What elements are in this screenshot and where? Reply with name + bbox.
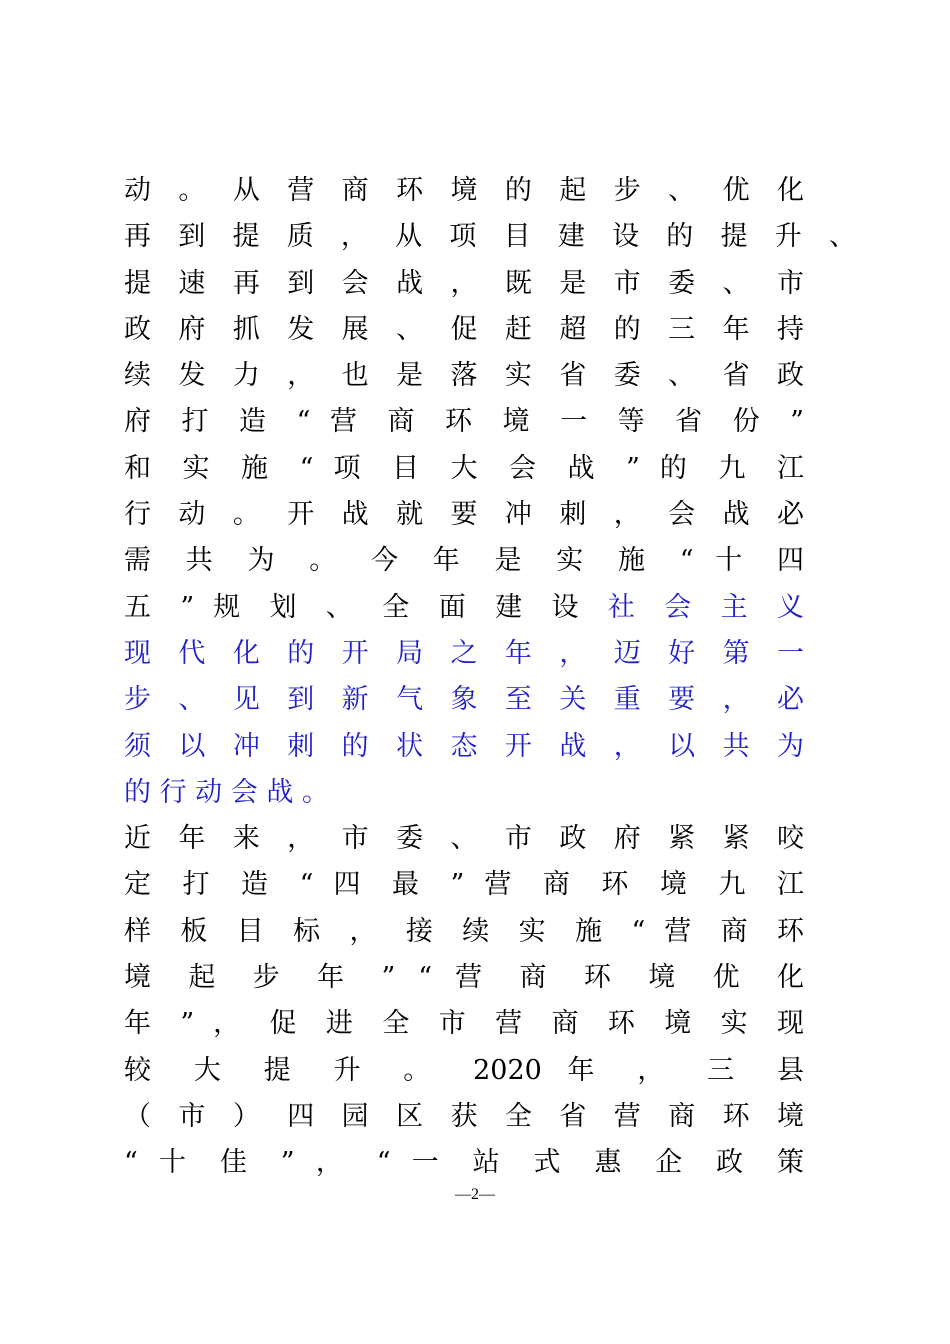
text-segment: 近 年 来 ， 市 委 、 市 政 府 紧 紧 咬 bbox=[124, 823, 804, 855]
text-segment: 需 共 为 。 今 年 是 实 施 “ 十 四 bbox=[124, 545, 804, 577]
text-line bbox=[124, 214, 856, 260]
page-number: —2— bbox=[455, 1186, 495, 1203]
highlighted-text: 须 以 冲 刺 的 状 态 开 战 ， 以 共 为 bbox=[124, 730, 804, 762]
text-line bbox=[124, 1001, 804, 1047]
text-line bbox=[124, 399, 804, 445]
text-line bbox=[124, 353, 804, 399]
text-line bbox=[124, 816, 804, 862]
text-line bbox=[124, 492, 804, 538]
text-line bbox=[124, 446, 804, 492]
text-segment: 政 府 抓 发 展 、 促 赶 超 的 三 年 持 bbox=[124, 313, 804, 345]
text-line bbox=[124, 1140, 804, 1186]
text-line bbox=[124, 770, 804, 816]
highlighted-text: 步 、 见 到 新 气 象 至 关 重 要 ， 必 bbox=[124, 684, 804, 716]
text-segment: 五 ” 规 划 、 全 面 建 设 bbox=[124, 591, 589, 623]
text-segment: 和 实 施 “ 项 目 大 会 战 ” 的 九 江 bbox=[124, 452, 804, 484]
text-line bbox=[124, 261, 804, 307]
text-segment: 定 打 造 “ 四 最 ” 营 商 环 境 九 江 bbox=[124, 869, 804, 901]
text-segment: 年 ” ， 促 进 全 市 营 商 环 境 实 现 bbox=[124, 1008, 804, 1040]
text-segment: 续 发 力 ， 也 是 落 实 省 委 、 省 政 bbox=[124, 360, 804, 392]
text-line bbox=[124, 1094, 804, 1140]
text-line bbox=[124, 631, 804, 677]
text-line bbox=[124, 677, 804, 723]
text-segment: 样 板 目 标 ， 接 续 实 施 “ 营 商 环 bbox=[124, 915, 804, 947]
text-line bbox=[124, 168, 804, 214]
text-segment: （ 市 ） 四 园 区 获 全 省 营 商 环 境 bbox=[124, 1100, 804, 1132]
text-segment: 再 到 提 质 ， 从 项 目 建 设 的 提 升 、 bbox=[124, 221, 856, 253]
body-text bbox=[124, 168, 856, 1187]
highlighted-text: 的 行 动 会 战 。 bbox=[124, 776, 329, 808]
highlighted-text: 社 会 主 义 bbox=[588, 591, 804, 623]
text-segment: 府 打 造 “ 营 商 环 境 一 等 省 份 ” bbox=[124, 406, 804, 438]
text-line bbox=[124, 862, 804, 908]
text-segment: 行 动 。 开 战 就 要 冲 刺 ， 会 战 必 bbox=[124, 499, 804, 531]
text-segment: “ 十 佳 ” ， “ 一 站 式 惠 企 政 策 bbox=[124, 1147, 804, 1179]
text-segment: 动 。 从 营 商 环 境 的 起 步 、 优 化 bbox=[124, 175, 804, 206]
text-line bbox=[124, 1048, 804, 1094]
text-line bbox=[124, 724, 804, 770]
text-line bbox=[124, 909, 804, 955]
text-segment: 境 起 步 年 ” “ 营 商 环 境 优 化 bbox=[124, 962, 804, 994]
text-line bbox=[124, 955, 804, 1001]
text-line bbox=[124, 585, 804, 631]
highlighted-text: 现 代 化 的 开 局 之 年 ， 迈 好 第 一 bbox=[124, 637, 804, 669]
text-line bbox=[124, 538, 804, 584]
text-line bbox=[124, 307, 804, 353]
text-segment: 较 大 提 升 。 2020 年 ， 三 县 bbox=[124, 1054, 804, 1086]
text-segment: 提 速 再 到 会 战 ， 既 是 市 委 、 市 bbox=[124, 267, 804, 299]
